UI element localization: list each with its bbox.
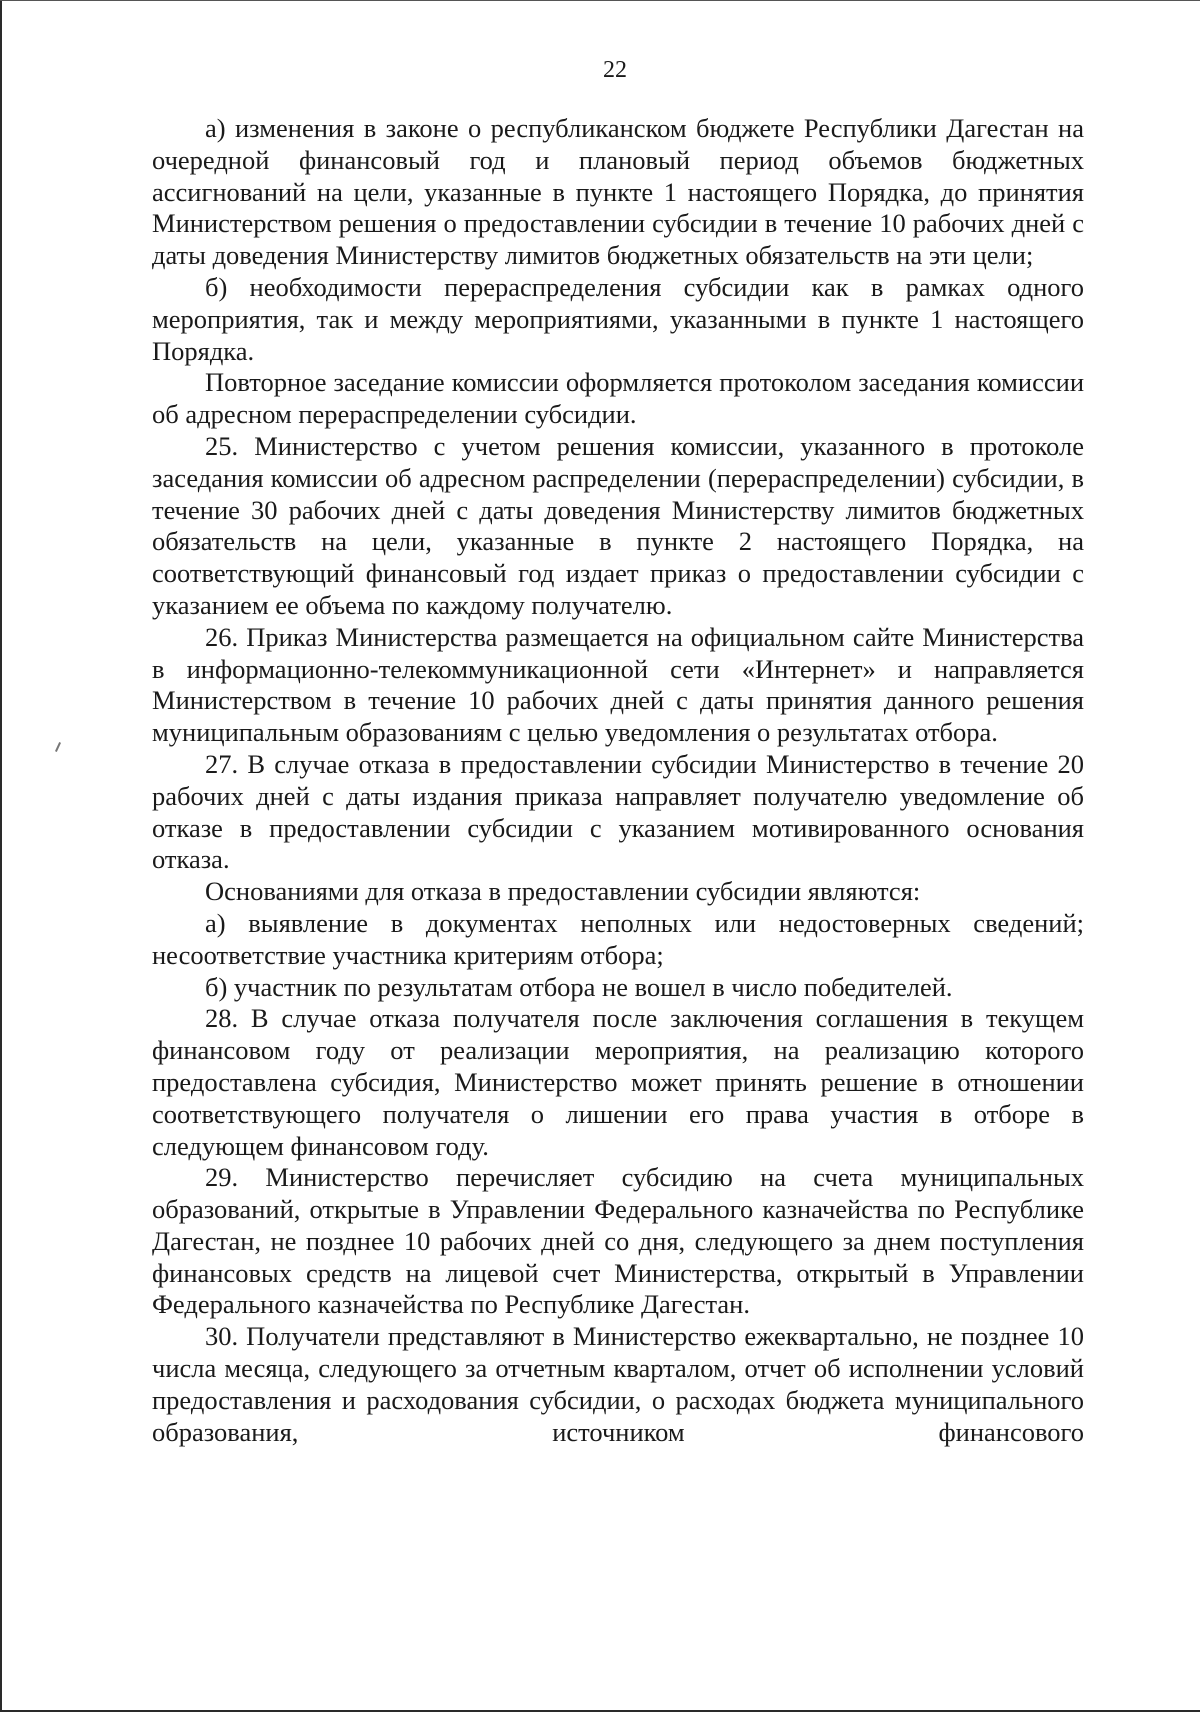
scan-edge-top <box>0 0 1200 1</box>
paragraph-28: 28. В случае отказа получателя после заключения соглашения в текущем финансовом году от реализации мероприятия, на реализацию которого предоставлена субсидия, Министерство может принять решение в отношении соответствующего получателя о лишении его права участия в отборе в следующем финансовом году. <box>152 1003 1084 1161</box>
paragraph-ground-b: б) участник по результатам отбора не вошел в число победителей. <box>205 971 953 1002</box>
page-number: 22 <box>603 57 627 83</box>
paragraph-item-b: б) необходимости перераспределения субсидии как в рамках одного мероприятия, так и между мероприятиями, указанными в пункте 1 настоящего Порядка. <box>152 271 1084 366</box>
paragraph-repeat-meeting: Повторное заседание комиссии оформляется протоколом заседания комиссии об адресном перераспределении субсидии. <box>152 367 1084 430</box>
paragraph-25: 25. Министерство с учетом решения комиссии, указанного в протоколе заседания комиссии об адресном распределении (перераспределении) субсидии, в течение 30 рабочих дней с даты доведения Министерству лимитов бюджетных обязательств на цели, указанные в пункте 2 настоящего Порядка, на соответствующий финансовый год издает приказ о предоставлении субсидии с указанием ее объема по каждому получателю. <box>152 430 1084 620</box>
scan-artifact-mark <box>55 742 61 752</box>
scan-edge-left <box>0 0 2 1712</box>
paragraph-27: 27. В случае отказа в предоставлении субсидии Министерство в течение 20 рабочих дней с даты издания приказа направляет получателю уведомление об отказе в предоставлении субсидии с указанием мотивированного основания отказа. <box>152 748 1084 875</box>
paragraph-26: 26. Приказ Министерства размещается на официальном сайте Министерства в информационно-телекоммуникационной сети «Интернет» и направляется Министерством в течение 10 рабочих дней с даты принятия данного решения муниципальным образованиям с целью уведомления о результатах отбора. <box>152 621 1084 748</box>
paragraph-refusal-grounds: Основаниями для отказа в предоставлении субсидии являются: <box>205 876 921 907</box>
document-body <box>152 113 1084 1448</box>
paragraph-item-a: а) изменения в законе о республиканском бюджете Республики Дагестан на очередной финансовый год и плановый период объемов бюджетных ассигнований на цели, указанные в пункте 1 настоящего Порядка, до принятия Министерством решения о предоставлении субсидии в течение 10 рабочих дней с даты доведения Министерству лимитов бюджетных обязательств на эти цели; <box>152 113 1084 271</box>
paragraph-29: 29. Министерство перечисляет субсидию на счета муниципальных образований, открытые в Управлении Федерального казначейства по Республике Дагестан, не позднее 10 рабочих дней со дня, следующего за днем поступления финансовых средств на лицевой счет Министерства, открытый в Управлении Федерального казначейства по Республике Дагестан. <box>152 1162 1084 1320</box>
paragraph-30: 30. Получатели представляют в Министерство ежеквартально, не позднее 10 числа месяца, следующего за отчетным кварталом, отчет об исполнении условий предоставления и расходования субсидии, о расходах бюджета муниципального образования, источником финансового <box>152 1321 1084 1447</box>
paragraph-ground-a: а) выявление в документах неполных или недостоверных сведений; несоответствие участника критериям отбора; <box>152 907 1084 970</box>
